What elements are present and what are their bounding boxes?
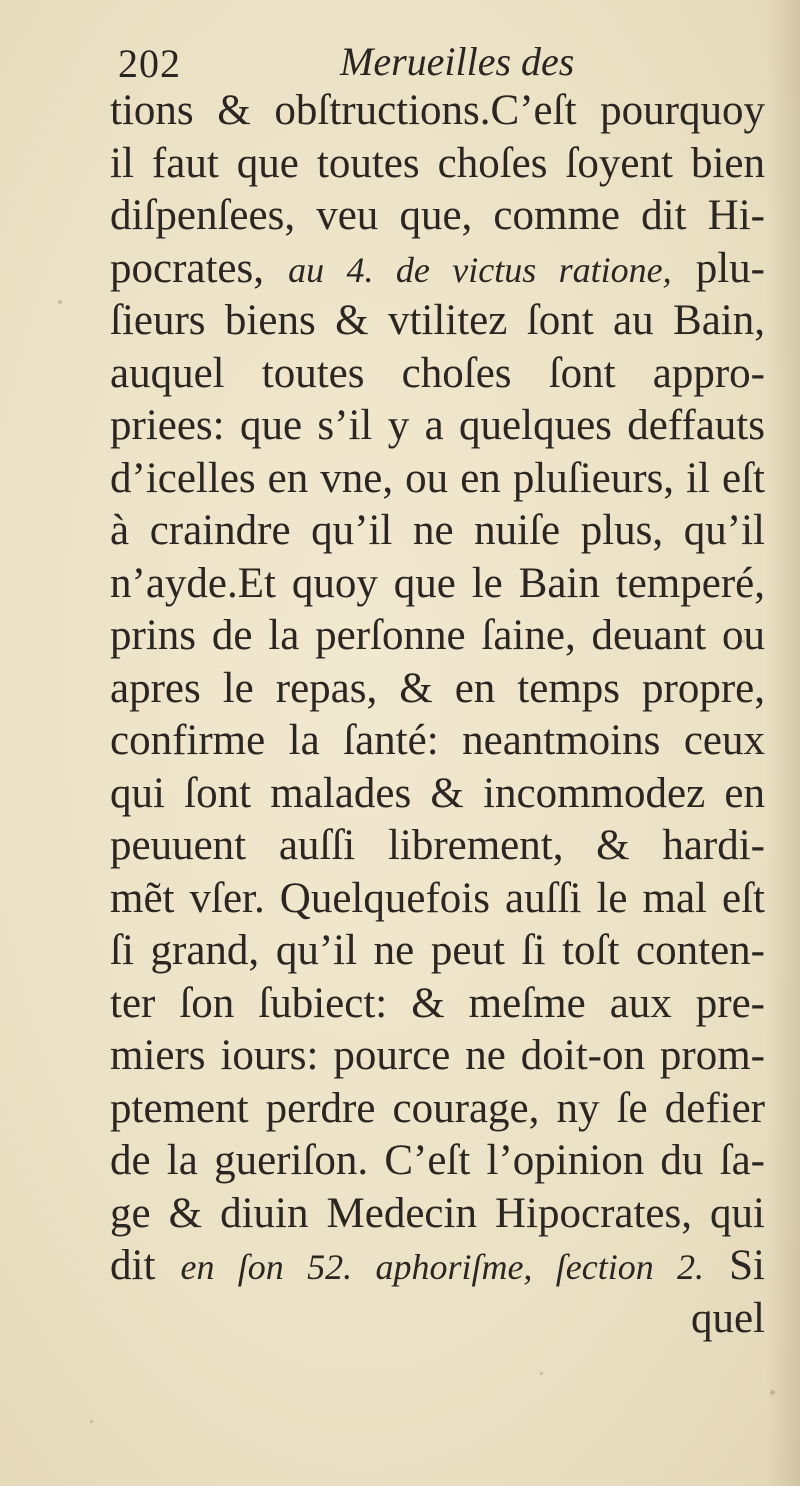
text-line <box>110 978 765 1031</box>
text-run: ptement perdre courage, ny ſe defier <box>110 1084 765 1132</box>
italic-citation: en ſon 52. aphoriſme, ſection 2. <box>180 1247 705 1287</box>
text-line <box>110 610 765 663</box>
text-run: ter ſon ſubiect: & meſme aux pre- <box>110 979 765 1027</box>
text-run: il faut que toutes choſes ſoyent bien <box>110 139 765 187</box>
text-line <box>110 768 765 821</box>
text-line <box>110 243 765 296</box>
text-line <box>110 190 765 243</box>
text-line <box>110 85 765 138</box>
text-run: ge & diuin Medecin Hipocrates, qui <box>110 1189 765 1237</box>
running-header <box>108 28 728 88</box>
text-run: mẽt vſer. Quelquefois auſſi le mal eſt <box>110 874 765 922</box>
text-line <box>110 558 765 611</box>
text-run: miers iours: pource ne doit-on prom- <box>110 1032 765 1079</box>
text-line <box>110 505 765 558</box>
text-run: plu- <box>671 244 765 292</box>
text-run: ſieurs biens & vtilitez ſont au Bain, <box>110 297 765 344</box>
text-run: qui ſont malades & incommodez en <box>110 769 765 817</box>
text-line <box>110 1188 765 1241</box>
text-run: ſi grand, qu’il ne peut ſi toſt conten- <box>110 927 765 974</box>
body-text <box>110 85 765 1345</box>
text-run: tions & obſtructions.C’eſt pourquoy <box>110 87 765 134</box>
text-run: Si <box>704 1242 765 1289</box>
text-line <box>110 663 765 716</box>
text-line <box>110 1135 765 1188</box>
text-run: n’ayde.Et quoy que le Bain temperé, <box>110 559 765 607</box>
text-line <box>110 453 765 506</box>
text-run: apres le repas, & en temps propre, <box>110 664 765 712</box>
text-line <box>110 1240 765 1293</box>
text-run: peuuent auſſi librement, & hardi- <box>110 822 765 869</box>
text-line <box>110 400 765 453</box>
text-run: d’icelles en vne, ou en pluſieurs, il eſt <box>110 454 765 502</box>
italic-citation: au 4. de victus ratione, <box>288 249 672 290</box>
text-run: confirme la ſanté: neantmoins ceux <box>110 717 765 764</box>
page-number: 202 <box>118 41 181 86</box>
text-run: à craindre qu’il ne nuiſe plus, qu’il <box>110 507 765 554</box>
text-run: auquel toutes choſes ſont appro- <box>110 349 765 397</box>
text-run: pocrates, <box>110 244 289 292</box>
text-run: priees: que s’il y a quelques deffauts <box>110 402 765 449</box>
text-run: de la gueriſon. C’eſt l’opinion du ſa- <box>110 1137 765 1184</box>
text-line <box>110 873 765 926</box>
text-line <box>110 138 765 191</box>
text-run: quel <box>690 1294 765 1342</box>
page-edge-shadow <box>766 0 800 1486</box>
catchword <box>110 1293 765 1346</box>
text-line <box>110 925 765 978</box>
text-run: dit <box>110 1242 181 1289</box>
text-run: prins de la perſonne ſaine, deuant ou <box>110 612 765 659</box>
text-line <box>110 1083 765 1136</box>
text-line <box>110 820 765 873</box>
text-line <box>110 1030 765 1083</box>
text-line <box>110 715 765 768</box>
text-run: diſpenſees, veu que, comme dit Hi- <box>110 192 765 239</box>
running-title: Merueilles des <box>340 39 575 84</box>
text-line <box>110 295 765 348</box>
text-line <box>110 348 765 401</box>
